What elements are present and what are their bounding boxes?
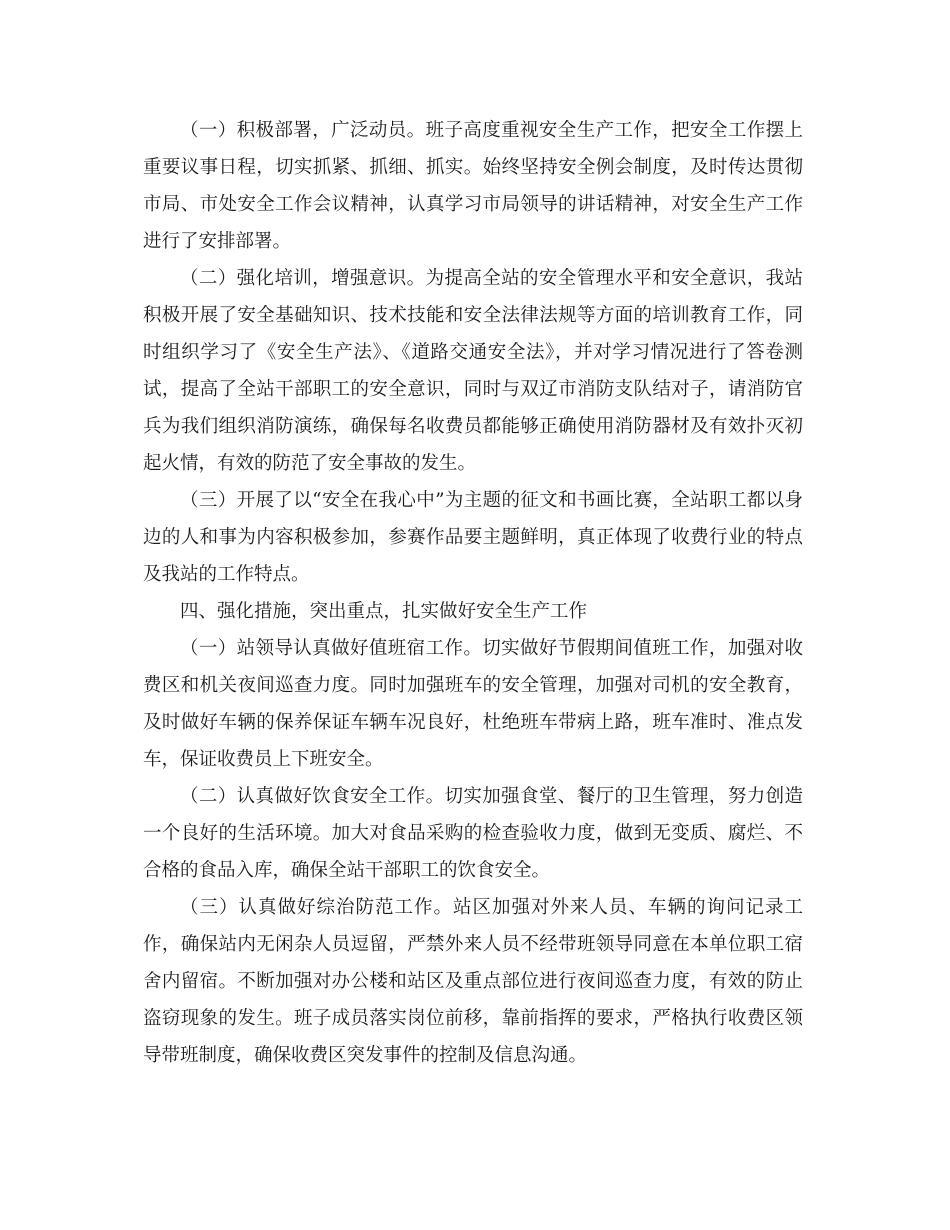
paragraph-food-safety: （二）认真做好饮食安全工作。切实加强食堂、餐厅的卫生管理，努力创造一个良好的生活环境。加大对食品采购的检查验收力度，做到无变质、腐烂、不合格的食品入库，确保全站干部职工的饮食安全。 — [143, 786, 803, 881]
paragraph-training: （二）强化培训，增强意识。为提高全站的安全管理水平和安全意识，我站积极开展了安全基础知识、技术技能和安全法律法规等方面的培训教育工作，同时组织学习了《安全生产法》、《道路交通安全法》，并对学习情况进行了答卷测试，提高了全站干部职工的安全意识，同时与双辽市消防支队结对子，请消防官兵为我们组织消防演练，确保每名收费员都能够正确使用消防器材及有效扑灭初起火情，有效的防范了安全事故的发生。 — [143, 268, 803, 474]
paragraph-security-prevention: （三）认真做好综治防范工作。站区加强对外来人员、车辆的询问记录工作，确保站内无闲杂人员逗留，严禁外来人员不经带班领导同意在本单位职工宿舍内留宿。不断加强对办公楼和站区及重点部位进行夜间巡查力度，有效的防止盗窃现象的发生。班子成员落实岗位前移，靠前指挥的要求，严格执行收费区领导带班制度，确保收费区突发事件的控制及信息沟通。 — [143, 897, 803, 1066]
document-body — [143, 112, 803, 1074]
paragraph-deployment: （一）积极部署，广泛动员。班子高度重视安全生产工作，把安全工作摆上重要议事日程，切实抓紧、抓细、抓实。始终坚持安全例会制度，及时传达贯彻市局、市处安全工作会议精神，认真学习市局领导的讲话精神，对安全生产工作进行了安排部署。 — [143, 120, 803, 252]
paragraph-duty-shifts: （一）站领导认真做好值班宿工作。切实做好节假期间值班工作，加强对收费区和机关夜间巡查力度。同时加强班车的安全管理，加强对司机的安全教育，及时做好车辆的保养保证车辆车况良好，杜绝班车带病上路，班车准时、准点发车，保证收费员上下班安全。 — [143, 638, 803, 770]
section-heading-measures: 四、强化措施，突出重点，扎实做好安全生产工作 — [180, 601, 588, 622]
paragraph-essay-contest: （三）开展了以“安全在我心中”为主题的征文和书画比赛，全站职工都以身边的人和事为内容积极参加，参赛作品要主题鲜明，真正体现了收费行业的特点及我站的工作特点。 — [143, 490, 803, 585]
